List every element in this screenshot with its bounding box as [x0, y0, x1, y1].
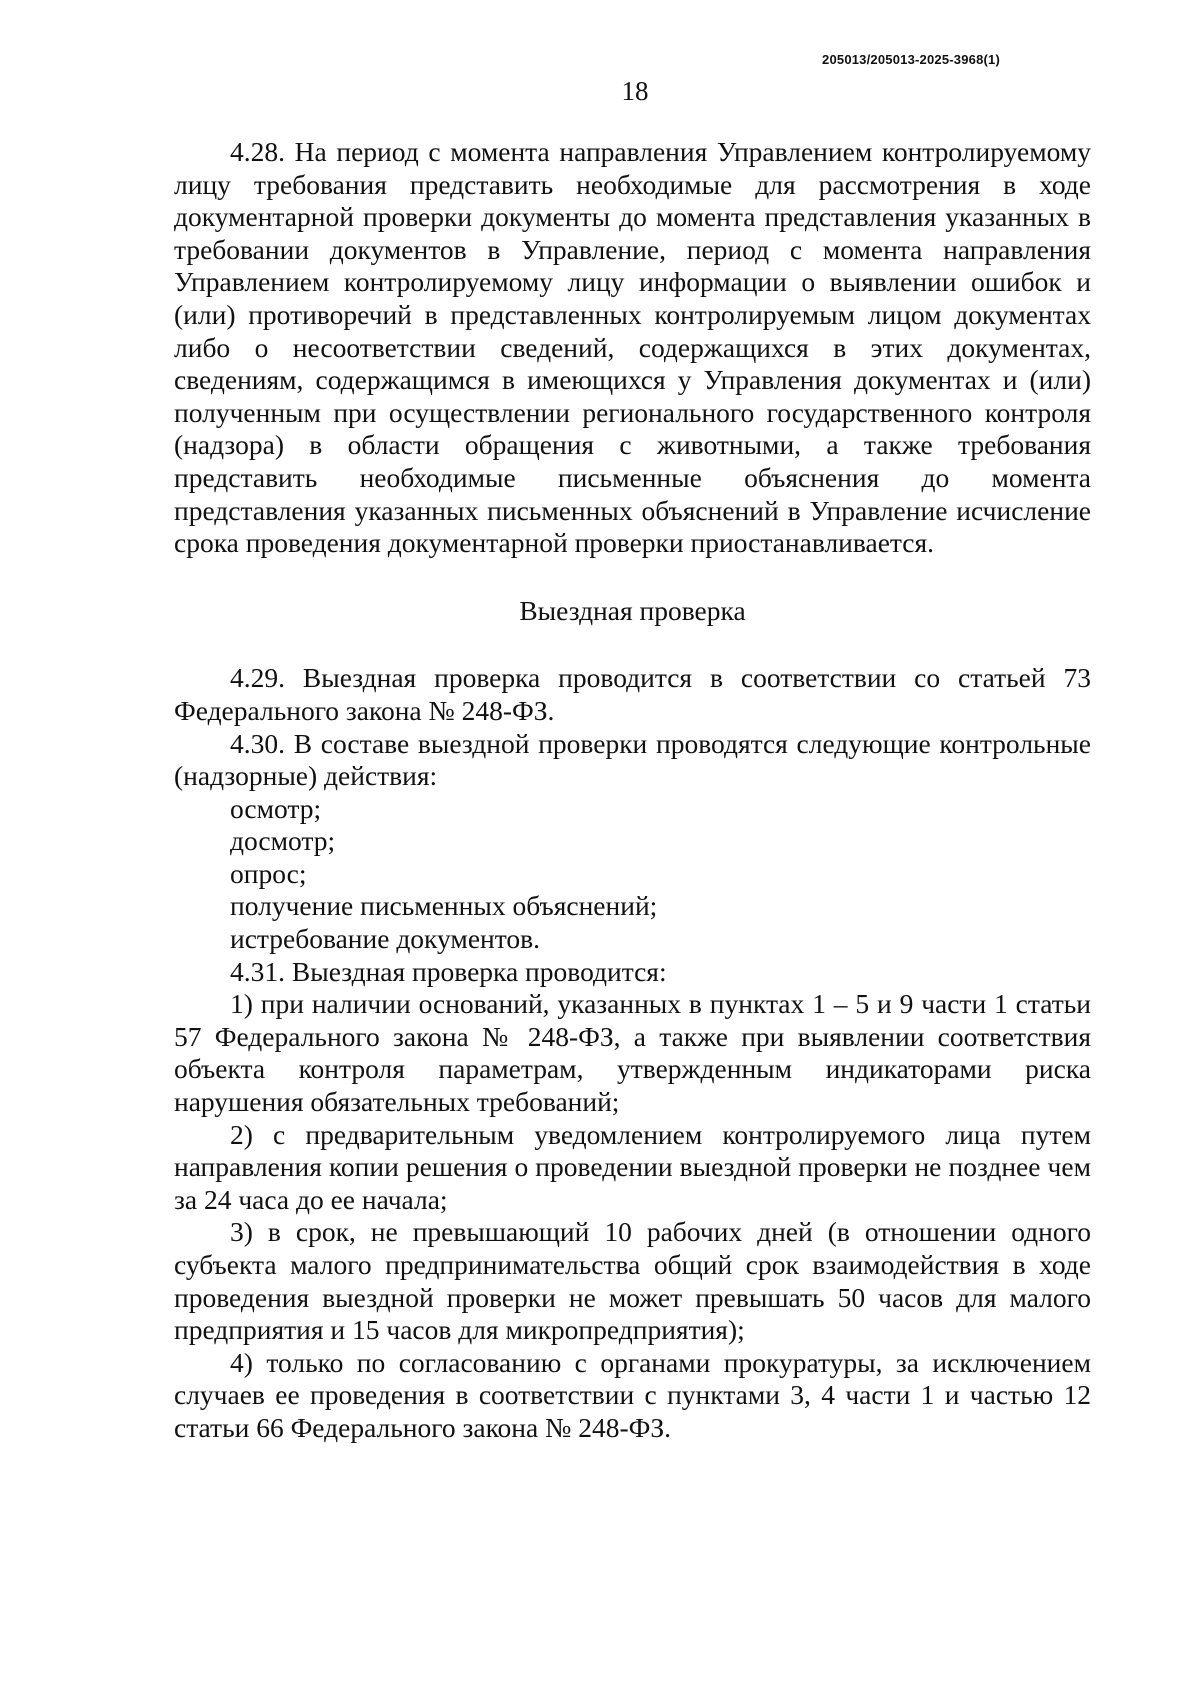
paragraph-4-31-item-3: 3) в срок, не превышающий 10 рабочих дней (в отношении одного субъекта малого предпринимательства общий срок взаимодействия в ходе проведения выездной проверки не может превышать 50 часов для малого предприятия и 15 часов для микропредприятия);: [174, 1216, 1091, 1346]
paragraph-4-31: 4.31. Выездная проверка проводится:: [230, 955, 667, 987]
paragraph-4-28: 4.28. На период с момента направления Управлением контролируемому лицу требования представить необходимые для рассмотрения в ходе документарной проверки документы до момента представления указанных в требовании документов в Управление, период с момента направления Управлением контролируемому лицу информации о выявлении ошибок и (или) противоречий в представленных контролируемым лицом документах либо о несоответствии сведений, содержащихся в этих документах, сведениям, содержащимся в имеющихся у Управления документах и (или) полученным при осуществлении регионального государственного контроля (надзора) в области обращения с животными, а также требования представить необходимые письменные объяснения до момента представления указанных письменных объяснений в Управление исчисление срока проведения документарной проверки приостанавливается.: [174, 136, 1091, 559]
paragraph-4-31-item-4: 4) только по согласованию с органами прокуратуры, за исключением случаев ее проведения в соответствии с пунктами 3, 4 части 1 и частью 12 статьи 66 Федерального закона № 248-ФЗ.: [174, 1346, 1091, 1443]
page-number: 18: [621, 76, 649, 106]
paragraph-4-31-item-1: 1) при наличии оснований, указанных в пунктах 1 – 5 и 9 части 1 статьи 57 Федерального закона № 248-ФЗ, а также при выявлении соответствия объекта контроля параметрам, утвержденным индикаторами риска нарушения обязательных требований;: [174, 988, 1091, 1118]
section-heading: Выездная проверка: [519, 594, 746, 626]
list-item-document-request: истребование документов.: [230, 923, 541, 955]
paragraph-4-29: 4.29. Выездная проверка проводится в соответствии со статьей 73 Федерального закона № 248-ФЗ.: [174, 662, 1091, 726]
paragraph-4-31-item-2: 2) с предварительным уведомлением контролируемого лица путем направления копии решения о проведении выездной проверки не позднее чем за 24 часа до ее начала;: [174, 1118, 1091, 1215]
paragraph-4-30: 4.30. В составе выездной проверки проводятся следующие контрольные (надзорные) действия:: [174, 727, 1091, 792]
list-item-written-explanations: получение письменных объяснений;: [230, 890, 658, 922]
list-item-inspection: осмотр;: [230, 792, 322, 824]
document-body: [174, 136, 1091, 1445]
list-item-interview: опрос;: [230, 857, 307, 889]
document-id: 205013/205013-2025-3968(1): [822, 52, 1000, 67]
list-item-search: досмотр;: [230, 825, 336, 857]
